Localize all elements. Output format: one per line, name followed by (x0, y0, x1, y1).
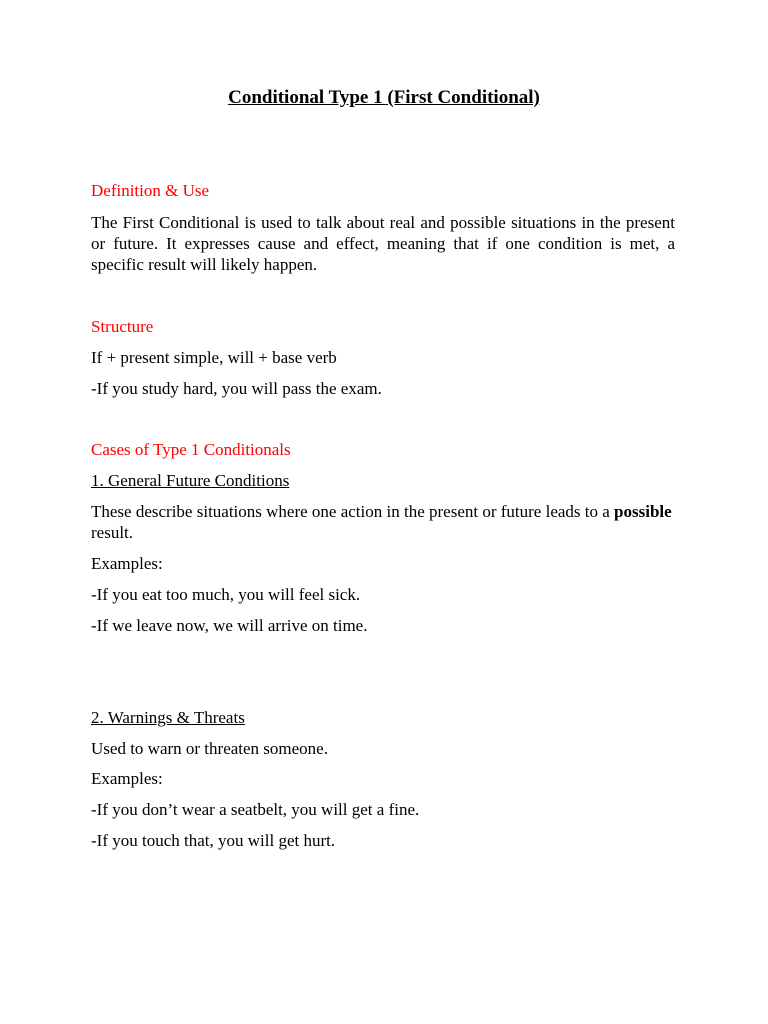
case2-examples-label: Examples: (91, 769, 163, 788)
structure-formula: If + present simple, will + base verb (91, 348, 337, 367)
structure-example: -If you study hard, you will pass the exam. (91, 379, 382, 398)
case1-desc-bold: possible (614, 502, 672, 521)
cases-heading: Cases of Type 1 Conditionals (91, 440, 291, 459)
case2-example: -If you don’t wear a seatbelt, you will get a fine. (91, 800, 420, 819)
case2-example: -If you touch that, you will get hurt. (91, 831, 336, 850)
document-title: Conditional Type 1 (First Conditional) (228, 87, 540, 108)
case1-example: -If you eat too much, you will feel sick. (91, 585, 361, 604)
definition-paragraph: The First Conditional is used to talk about real and possible situations in the present or future. It expresses cause and effect, meaning that if one condition is met, a specific result will likely happen. (91, 213, 675, 274)
case1-desc-before: These describe situations where one action in the present or future leads to a (91, 502, 610, 521)
case1-desc-after: result. (91, 523, 134, 542)
definition-heading: Definition & Use (91, 181, 210, 200)
case1-example: -If we leave now, we will arrive on time. (91, 616, 368, 635)
case1-description (91, 501, 675, 543)
structure-heading: Structure (91, 317, 154, 336)
case1-examples-label: Examples: (91, 554, 163, 573)
case2-title: 2. Warnings & Threats (91, 708, 245, 727)
case1-title: 1. General Future Conditions (91, 471, 290, 490)
case2-description: Used to warn or threaten someone. (91, 739, 328, 758)
